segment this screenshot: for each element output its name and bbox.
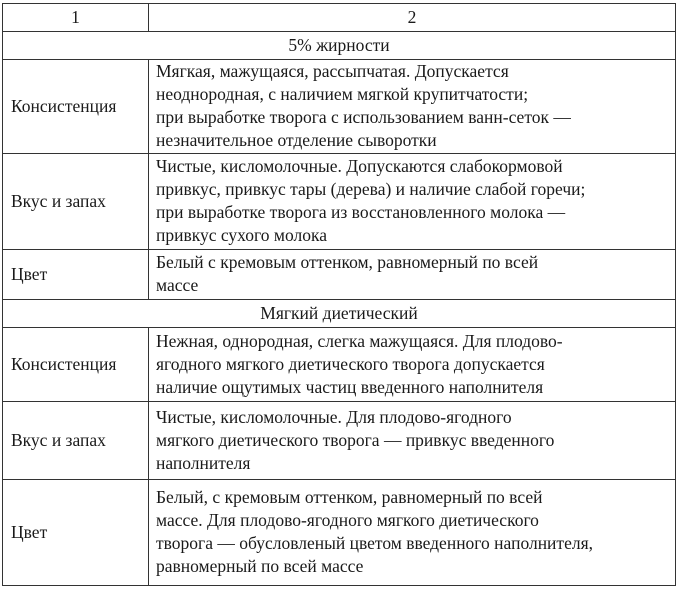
row-label: Консистенция — [3, 60, 149, 154]
row-description — [149, 250, 676, 300]
row-label: Консистенция — [3, 328, 149, 402]
description-line: неоднородная, с наличием мягкой крупитчатости; — [156, 84, 529, 104]
row-description — [149, 154, 676, 250]
row-label: Цвет — [3, 480, 149, 586]
description-line: наличие ощутимых частиц введенного наполнителя — [156, 376, 544, 397]
description-line: массе — [156, 275, 199, 295]
header-col-2: 2 — [149, 4, 676, 32]
description-line: незначительное отделение сыворотки — [156, 130, 437, 150]
header-col-1: 1 — [3, 4, 149, 32]
table-row — [3, 402, 676, 480]
description-line: массе. Для плодово-ягодного мягкого диетического — [156, 510, 539, 530]
description-line: Нежная, однородная, слегка мажущаяся. Для плодово- — [156, 330, 563, 351]
section-row — [3, 300, 676, 328]
description-line: наполнителя — [156, 452, 251, 473]
row-label: Цвет — [3, 250, 149, 300]
table-row — [3, 480, 676, 586]
section-title: 5% жирности — [3, 32, 676, 60]
quality-table — [2, 3, 676, 586]
description-line: Белый, с кремовым оттенком, равномерный по всей — [156, 487, 543, 507]
table-row — [3, 250, 676, 300]
description-line: равномерный по всей массе — [156, 556, 364, 576]
section-row — [3, 32, 676, 60]
row-label: Вкус и запах — [3, 154, 149, 250]
description-line: при выработке творога с использованием ванн-сеток — — [156, 107, 571, 127]
section-title: Мягкий диетический — [3, 300, 676, 328]
description-line: мягкого диетического творога — привкус введенного — [156, 429, 555, 450]
table-row — [3, 60, 676, 154]
description-line: привкус, привкус тары (дерева) и наличие слабой горечи; — [156, 179, 586, 199]
table-row — [3, 154, 676, 250]
description-line: Чистые, кисломолочные. Для плодово-ягодного — [156, 406, 512, 427]
description-line: ягодного мягкого диетического творога допускается — [156, 353, 545, 374]
table-row — [3, 328, 676, 402]
header-row — [3, 4, 676, 32]
description-line: творога — обусловленый цветом введенного наполнителя, — [156, 533, 593, 553]
description-line: при выработке творога из восстановленного молока — — [156, 202, 566, 222]
description-line: Белый с кремовым оттенком, равномерный по всей — [156, 252, 539, 272]
description-line: Чистые, кисломолочные. Допускаются слабокормовой — [156, 156, 563, 176]
description-line: Мягкая, мажущаяся, рассыпчатая. Допускается — [156, 61, 509, 81]
row-description — [149, 328, 676, 402]
row-label: Вкус и запах — [3, 402, 149, 480]
row-description — [149, 60, 676, 154]
row-description — [149, 402, 676, 480]
row-description — [149, 480, 676, 586]
description-line: привкус сухого молока — [156, 225, 327, 245]
